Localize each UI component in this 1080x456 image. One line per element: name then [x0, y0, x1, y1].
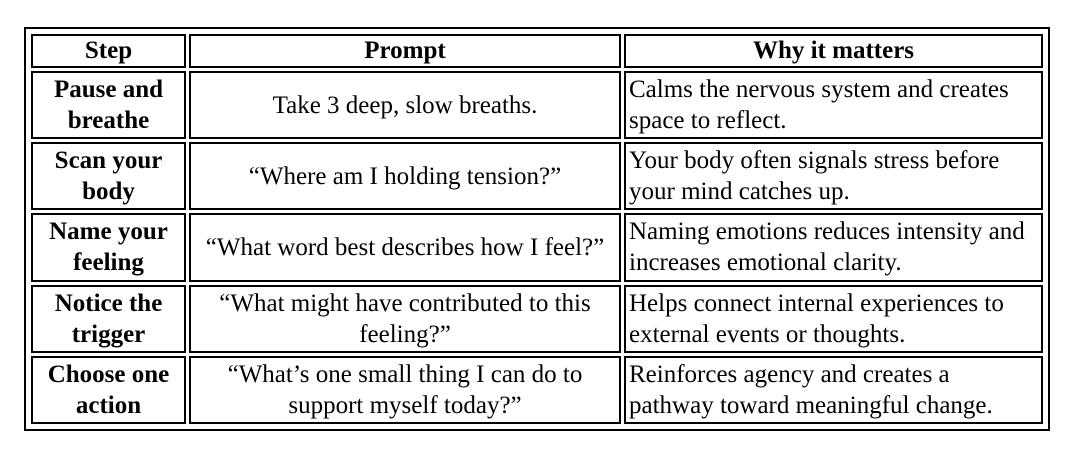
reflection-steps-table [28, 31, 1046, 427]
header-step: Step [31, 34, 186, 68]
why-cell: Your body often signals stress before your mind catches up. [624, 142, 1043, 210]
reflection-steps-table-frame [24, 27, 1050, 431]
prompt-cell: Take 3 deep, slow breaths. [189, 71, 621, 139]
header-why-it-matters: Why it matters [624, 34, 1043, 68]
prompt-cell: “What’s one small thing I can do to support myself today?” [189, 356, 621, 424]
header-prompt: Prompt [189, 34, 621, 68]
why-cell: Reinforces agency and creates a pathway toward meaningful change. [624, 356, 1043, 424]
table-row [31, 71, 1043, 139]
why-cell: Naming emotions reduces intensity and increases emotional clarity. [624, 213, 1043, 281]
step-cell: Name your feeling [31, 213, 186, 281]
table-row [31, 213, 1043, 281]
step-cell: Pause and breathe [31, 71, 186, 139]
table-header-row [31, 34, 1043, 68]
why-cell: Calms the nervous system and creates space to reflect. [624, 71, 1043, 139]
step-cell: Choose one action [31, 356, 186, 424]
table-row [31, 285, 1043, 353]
prompt-cell: “Where am I holding tension?” [189, 142, 621, 210]
prompt-cell: “What word best describes how I feel?” [189, 213, 621, 281]
table-row [31, 356, 1043, 424]
step-cell: Scan your body [31, 142, 186, 210]
step-cell: Notice the trigger [31, 285, 186, 353]
why-cell: Helps connect internal experiences to external events or thoughts. [624, 285, 1043, 353]
prompt-cell: “What might have contributed to this feeling?” [189, 285, 621, 353]
table-row [31, 142, 1043, 210]
